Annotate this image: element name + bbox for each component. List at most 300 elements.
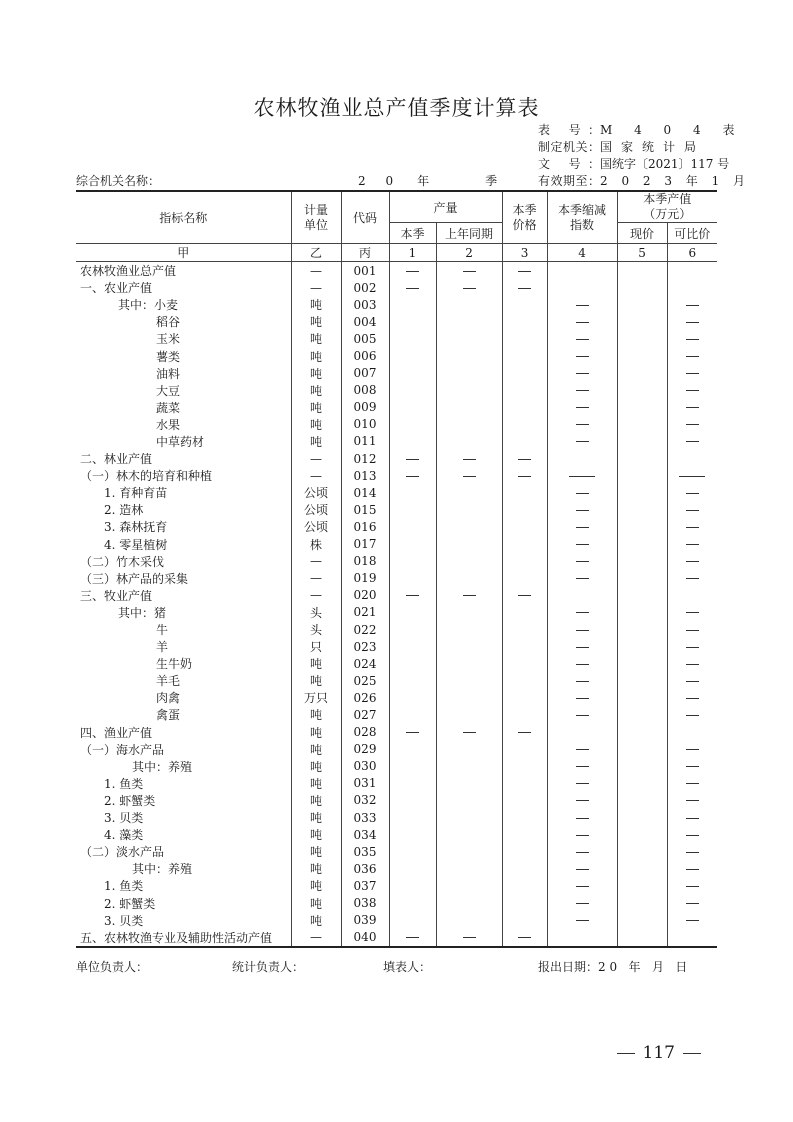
row-col-3 (502, 929, 547, 947)
row-col-2 (436, 347, 502, 364)
row-col-4 (547, 929, 617, 947)
row-col-4 (547, 330, 617, 347)
row-unit: 吨 (291, 741, 341, 758)
row-col-3 (502, 450, 547, 467)
row-unit: 万只 (291, 689, 341, 706)
row-indicator-name: 1. 鱼类 (76, 877, 291, 894)
row-col-1 (389, 775, 436, 792)
row-unit: 公顷 (291, 501, 341, 518)
row-col-2 (436, 330, 502, 347)
row-col-2 (436, 775, 502, 792)
header-comparable-price: 可比价 (667, 223, 717, 244)
not-applicable-dash (406, 459, 419, 460)
row-col-4 (547, 296, 617, 313)
table-row (76, 450, 717, 467)
row-col-2 (436, 809, 502, 826)
row-unit: — (291, 279, 341, 296)
row-col-3 (502, 416, 547, 433)
row-code: 029 (341, 741, 389, 758)
row-col-4 (547, 484, 617, 501)
not-applicable-dash (686, 715, 699, 716)
form-number (538, 121, 743, 138)
row-col-5 (617, 399, 667, 416)
row-col-6 (667, 433, 717, 450)
row-col-6 (667, 416, 717, 433)
row-col-4 (547, 689, 617, 706)
header-deflator: 本季缩减指数 (547, 191, 617, 244)
row-indicator-name: 其中：猪 (76, 604, 291, 621)
not-applicable-dash (576, 681, 589, 682)
not-applicable-dash (686, 766, 699, 767)
row-code: 035 (341, 843, 389, 860)
table-row (76, 279, 717, 296)
row-col-6 (667, 655, 717, 672)
row-indicator-name: 其中：小麦 (76, 296, 291, 313)
row-code: 022 (341, 621, 389, 638)
not-applicable-dash (686, 681, 699, 682)
row-unit: 吨 (291, 826, 341, 843)
row-code: 015 (341, 501, 389, 518)
row-col-6 (667, 758, 717, 775)
not-applicable-dash (576, 749, 589, 750)
not-applicable-dash (686, 527, 699, 528)
table-row (76, 330, 717, 347)
row-col-3 (502, 382, 547, 399)
row-col-4 (547, 826, 617, 843)
row-col-3 (502, 724, 547, 741)
row-col-2 (436, 518, 502, 535)
row-code: 033 (341, 809, 389, 826)
table-row (76, 347, 717, 364)
row-col-2 (436, 758, 502, 775)
not-applicable-dash (518, 595, 531, 596)
row-unit: — (291, 262, 341, 280)
table-row (76, 912, 717, 929)
table-row (76, 433, 717, 450)
row-col-5 (617, 741, 667, 758)
table-row (76, 570, 717, 587)
row-indicator-name: 1. 育种育苗 (76, 484, 291, 501)
page-number-value: 117 (642, 1043, 675, 1063)
row-code: 027 (341, 706, 389, 723)
row-unit: 吨 (291, 758, 341, 775)
row-col-1 (389, 758, 436, 775)
not-applicable-dash (686, 835, 699, 836)
table-row (76, 706, 717, 723)
not-applicable-dash (576, 766, 589, 767)
row-col-6 (667, 826, 717, 843)
row-col-4 (547, 724, 617, 741)
row-col-3 (502, 433, 547, 450)
table-row (76, 638, 717, 655)
row-unit: 吨 (291, 843, 341, 860)
row-col-6 (667, 279, 717, 296)
row-col-5 (617, 587, 667, 604)
not-applicable-dash (406, 595, 419, 596)
not-applicable-dash (686, 544, 699, 545)
row-col-2 (436, 741, 502, 758)
form-number-value: M 4 0 4 表 (600, 123, 744, 137)
not-applicable-dash (463, 288, 476, 289)
period-year: 2 0 (358, 174, 402, 188)
not-applicable-dash (576, 612, 589, 613)
row-unit: 吨 (291, 655, 341, 672)
row-col-4 (547, 365, 617, 382)
not-applicable-dash (686, 493, 699, 494)
table-row (76, 792, 717, 809)
row-col-6 (667, 621, 717, 638)
row-col-5 (617, 758, 667, 775)
not-applicable-dash (686, 356, 699, 357)
row-indicator-name: 蔬菜 (76, 399, 291, 416)
row-col-2 (436, 689, 502, 706)
row-indicator-name: 水果 (76, 416, 291, 433)
not-applicable-dash (576, 783, 589, 784)
not-applicable-dash (692, 476, 705, 477)
row-indicator-name: 四、渔业产值 (76, 724, 291, 741)
row-code: 019 (341, 570, 389, 587)
row-col-6 (667, 860, 717, 877)
row-unit: 吨 (291, 365, 341, 382)
row-col-2 (436, 860, 502, 877)
row-col-2 (436, 587, 502, 604)
org-name-label: 综合机关名称： (76, 174, 161, 188)
col-index-2: 2 (436, 244, 502, 262)
page-number-right-rule (683, 1053, 701, 1054)
row-col-1 (389, 672, 436, 689)
row-col-6 (667, 912, 717, 929)
not-applicable-dash (576, 903, 589, 904)
not-applicable-dash (576, 578, 589, 579)
not-applicable-dash (463, 595, 476, 596)
row-col-3 (502, 604, 547, 621)
not-applicable-dash (576, 305, 589, 306)
row-unit: 只 (291, 638, 341, 655)
row-col-5 (617, 604, 667, 621)
not-applicable-dash (686, 852, 699, 853)
row-unit: 吨 (291, 382, 341, 399)
row-col-3 (502, 587, 547, 604)
row-col-2 (436, 553, 502, 570)
table-row (76, 604, 717, 621)
table-row (76, 809, 717, 826)
row-col-5 (617, 501, 667, 518)
row-col-3 (502, 621, 547, 638)
header-indicator: 指标名称 (76, 191, 291, 244)
calculation-table (76, 190, 717, 948)
header-code: 代码 (341, 191, 389, 244)
row-col-4 (547, 382, 617, 399)
row-col-4 (547, 877, 617, 894)
row-col-5 (617, 330, 667, 347)
row-col-5 (617, 347, 667, 364)
row-col-2 (436, 912, 502, 929)
row-col-4 (547, 638, 617, 655)
not-applicable-dash (686, 561, 699, 562)
issuing-authority (538, 138, 705, 155)
not-applicable-dash (686, 612, 699, 613)
row-col-3 (502, 894, 547, 911)
report-period (358, 172, 497, 189)
row-col-6 (667, 843, 717, 860)
row-col-3 (502, 775, 547, 792)
row-code: 003 (341, 296, 389, 313)
row-col-5 (617, 689, 667, 706)
row-col-5 (617, 724, 667, 741)
row-col-1 (389, 655, 436, 672)
table-row (76, 689, 717, 706)
table-row (76, 894, 717, 911)
row-col-2 (436, 382, 502, 399)
report-date: 报出日期：2 0 年 月 日 (538, 960, 688, 974)
row-col-5 (617, 484, 667, 501)
row-col-4 (547, 706, 617, 723)
row-code: 016 (341, 518, 389, 535)
col-index-6: 6 (667, 244, 717, 262)
not-applicable-dash (576, 424, 589, 425)
row-col-4 (547, 621, 617, 638)
not-applicable-dash (576, 407, 589, 408)
row-indicator-name: （一）林木的培育和种植 (76, 467, 291, 484)
row-col-4 (547, 587, 617, 604)
row-code: 008 (341, 382, 389, 399)
table-row (76, 843, 717, 860)
row-col-3 (502, 484, 547, 501)
row-code: 012 (341, 450, 389, 467)
row-col-6 (667, 347, 717, 364)
not-applicable-dash (406, 937, 419, 938)
row-code: 009 (341, 399, 389, 416)
page-number (609, 1043, 709, 1063)
not-applicable-dash (569, 476, 582, 477)
row-col-3 (502, 877, 547, 894)
row-col-6 (667, 365, 717, 382)
row-col-4 (547, 912, 617, 929)
row-col-6 (667, 262, 717, 280)
row-indicator-name: 其中：养殖 (76, 860, 291, 877)
row-indicator-name: 3. 森林抚育 (76, 518, 291, 535)
stat-head-label: 统计负责人： (232, 960, 305, 974)
row-unit: 吨 (291, 877, 341, 894)
row-col-4 (547, 313, 617, 330)
row-col-1 (389, 689, 436, 706)
row-col-6 (667, 604, 717, 621)
row-code: 037 (341, 877, 389, 894)
row-col-2 (436, 262, 502, 280)
row-col-1 (389, 877, 436, 894)
row-col-2 (436, 655, 502, 672)
document-number-value: 国统字〔2021〕117 号 (600, 157, 730, 171)
row-indicator-name: 4. 藻类 (76, 826, 291, 843)
row-col-5 (617, 467, 667, 484)
not-applicable-dash (576, 390, 589, 391)
row-col-1 (389, 604, 436, 621)
row-col-3 (502, 313, 547, 330)
header-unit: 计量单位 (291, 191, 341, 244)
row-unit: — (291, 553, 341, 570)
col-index-4: 4 (547, 244, 617, 262)
row-indicator-name: 生牛奶 (76, 655, 291, 672)
row-indicator-name: （二）淡水产品 (76, 843, 291, 860)
row-code: 023 (341, 638, 389, 655)
not-applicable-dash (686, 373, 699, 374)
row-col-2 (436, 501, 502, 518)
row-col-6 (667, 330, 717, 347)
row-code: 014 (341, 484, 389, 501)
row-col-6 (667, 450, 717, 467)
row-indicator-name: 油料 (76, 365, 291, 382)
row-col-5 (617, 279, 667, 296)
row-col-6 (667, 467, 717, 484)
row-indicator-name: （二）竹木采伐 (76, 553, 291, 570)
row-col-1 (389, 741, 436, 758)
row-col-2 (436, 604, 502, 621)
not-applicable-dash (576, 527, 589, 528)
row-indicator-name: 2. 虾蟹类 (76, 792, 291, 809)
row-col-2 (436, 792, 502, 809)
row-col-4 (547, 758, 617, 775)
row-col-3 (502, 741, 547, 758)
row-col-5 (617, 809, 667, 826)
row-col-5 (617, 843, 667, 860)
row-unit: 头 (291, 604, 341, 621)
row-col-5 (617, 672, 667, 689)
not-applicable-dash (576, 561, 589, 562)
header-output: 产量 (389, 191, 502, 223)
col-index-5: 5 (617, 244, 667, 262)
col-index-3: 3 (502, 244, 547, 262)
row-col-3 (502, 638, 547, 655)
table-row (76, 741, 717, 758)
row-code: 030 (341, 758, 389, 775)
issuing-authority-value: 国家统计局 (600, 140, 706, 154)
header-this-quarter: 本季 (389, 223, 436, 244)
not-applicable-dash (463, 476, 476, 477)
row-col-6 (667, 587, 717, 604)
row-col-2 (436, 826, 502, 843)
not-applicable-dash (576, 852, 589, 853)
row-col-2 (436, 638, 502, 655)
row-col-1 (389, 570, 436, 587)
table-row (76, 929, 717, 947)
row-indicator-name: 二、林业产值 (76, 450, 291, 467)
row-col-1 (389, 484, 436, 501)
col-index-1: 1 (389, 244, 436, 262)
row-col-4 (547, 416, 617, 433)
row-code: 002 (341, 279, 389, 296)
form-title: 农林牧渔业总产值季度计算表 (253, 96, 540, 120)
not-applicable-dash (576, 664, 589, 665)
table-row (76, 484, 717, 501)
row-col-3 (502, 262, 547, 280)
row-col-4 (547, 399, 617, 416)
row-col-6 (667, 484, 717, 501)
row-col-6 (667, 894, 717, 911)
not-applicable-dash (576, 886, 589, 887)
row-col-2 (436, 313, 502, 330)
row-col-4 (547, 433, 617, 450)
row-indicator-name: 五、农林牧渔专业及辅助性活动产值 (76, 929, 291, 947)
row-col-2 (436, 296, 502, 313)
table-row (76, 399, 717, 416)
document-number (538, 155, 729, 172)
row-unit: 吨 (291, 860, 341, 877)
row-unit: — (291, 450, 341, 467)
header-price: 本季价格 (502, 191, 547, 244)
table-row (76, 877, 717, 894)
row-code: 024 (341, 655, 389, 672)
table-row (76, 826, 717, 843)
row-unit: 吨 (291, 296, 341, 313)
not-applicable-dash (686, 390, 699, 391)
not-applicable-dash (686, 647, 699, 648)
row-col-4 (547, 279, 617, 296)
table-body (76, 262, 717, 947)
not-applicable-dash (686, 424, 699, 425)
row-col-1 (389, 416, 436, 433)
row-col-1 (389, 894, 436, 911)
row-indicator-name: （一）海水产品 (76, 741, 291, 758)
not-applicable-dash (686, 322, 699, 323)
table-row (76, 262, 717, 280)
row-col-6 (667, 313, 717, 330)
row-col-2 (436, 433, 502, 450)
not-applicable-dash (463, 459, 476, 460)
not-applicable-dash (576, 835, 589, 836)
row-code: 040 (341, 929, 389, 947)
row-col-6 (667, 706, 717, 723)
row-col-4 (547, 775, 617, 792)
row-code: 005 (341, 330, 389, 347)
form-number-label: 表 号： (538, 123, 600, 137)
not-applicable-dash (518, 271, 531, 272)
row-indicator-name: 中草药材 (76, 433, 291, 450)
row-indicator-name: 羊毛 (76, 672, 291, 689)
row-code: 018 (341, 553, 389, 570)
row-col-1 (389, 518, 436, 535)
row-indicator-name: 牛 (76, 621, 291, 638)
row-col-3 (502, 843, 547, 860)
row-indicator-name: 一、农业产值 (76, 279, 291, 296)
row-col-3 (502, 860, 547, 877)
col-index-b: 乙 (291, 244, 341, 262)
row-indicator-name: 禽蛋 (76, 706, 291, 723)
row-col-6 (667, 741, 717, 758)
table-row (76, 553, 717, 570)
row-indicator-name: 玉米 (76, 330, 291, 347)
row-col-5 (617, 536, 667, 553)
row-unit: 吨 (291, 724, 341, 741)
row-col-3 (502, 826, 547, 843)
not-applicable-dash (576, 322, 589, 323)
row-col-2 (436, 843, 502, 860)
row-code: 032 (341, 792, 389, 809)
row-col-3 (502, 518, 547, 535)
row-col-6 (667, 638, 717, 655)
page-number-left-rule (617, 1053, 635, 1054)
row-indicator-name: 薯类 (76, 347, 291, 364)
header-last-year: 上年同期 (436, 223, 502, 244)
row-indicator-name: 2. 造林 (76, 501, 291, 518)
not-applicable-dash (686, 903, 699, 904)
row-code: 013 (341, 467, 389, 484)
row-code: 034 (341, 826, 389, 843)
row-col-4 (547, 894, 617, 911)
row-unit: 吨 (291, 399, 341, 416)
table-row (76, 467, 717, 484)
period-year-unit: 年 (417, 174, 430, 188)
issuing-authority-label: 制定机关： (538, 140, 600, 154)
